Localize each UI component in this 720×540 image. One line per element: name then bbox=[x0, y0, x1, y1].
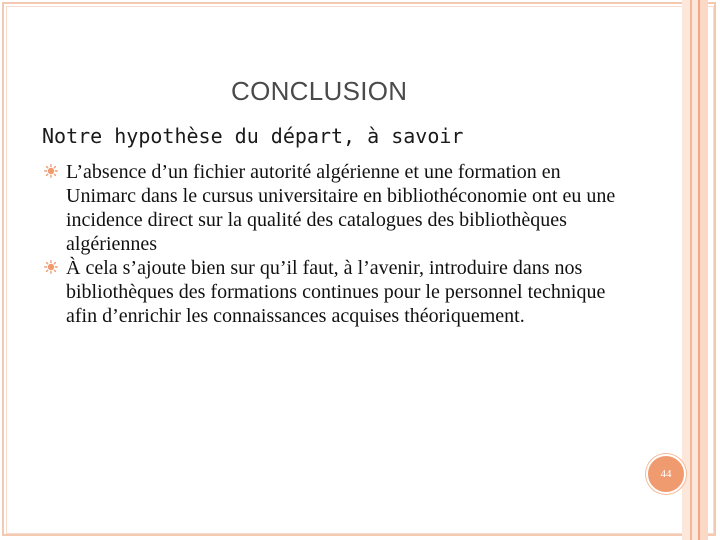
sun-icon bbox=[44, 164, 58, 178]
slide-title: CONCLUSION bbox=[231, 76, 408, 106]
bullet-item bbox=[44, 160, 634, 256]
bullet-text: L’absence d’un fichier autorité algérienne et une formation en Unimarc dans le cursus universitaire en bibliothéconomie ont eu une incidence direct sur la qualité des catalogues des bibliothèques algériennes bbox=[66, 161, 616, 255]
bullet-text: À cela s’ajoute bien sur qu’il faut, à l’avenir, introduire dans nos bibliothèques des formations continues pour le personnel technique afin d’enrichir les connaissances acquises théoriquement. bbox=[66, 257, 606, 327]
bullet-list bbox=[44, 160, 634, 328]
page-number-badge: 44 bbox=[646, 454, 686, 494]
intro-text: Notre hypothèse du départ, à savoir bbox=[42, 124, 464, 148]
decorative-stripes bbox=[682, 0, 708, 540]
bullet-item bbox=[44, 256, 634, 328]
sun-icon bbox=[44, 260, 58, 274]
